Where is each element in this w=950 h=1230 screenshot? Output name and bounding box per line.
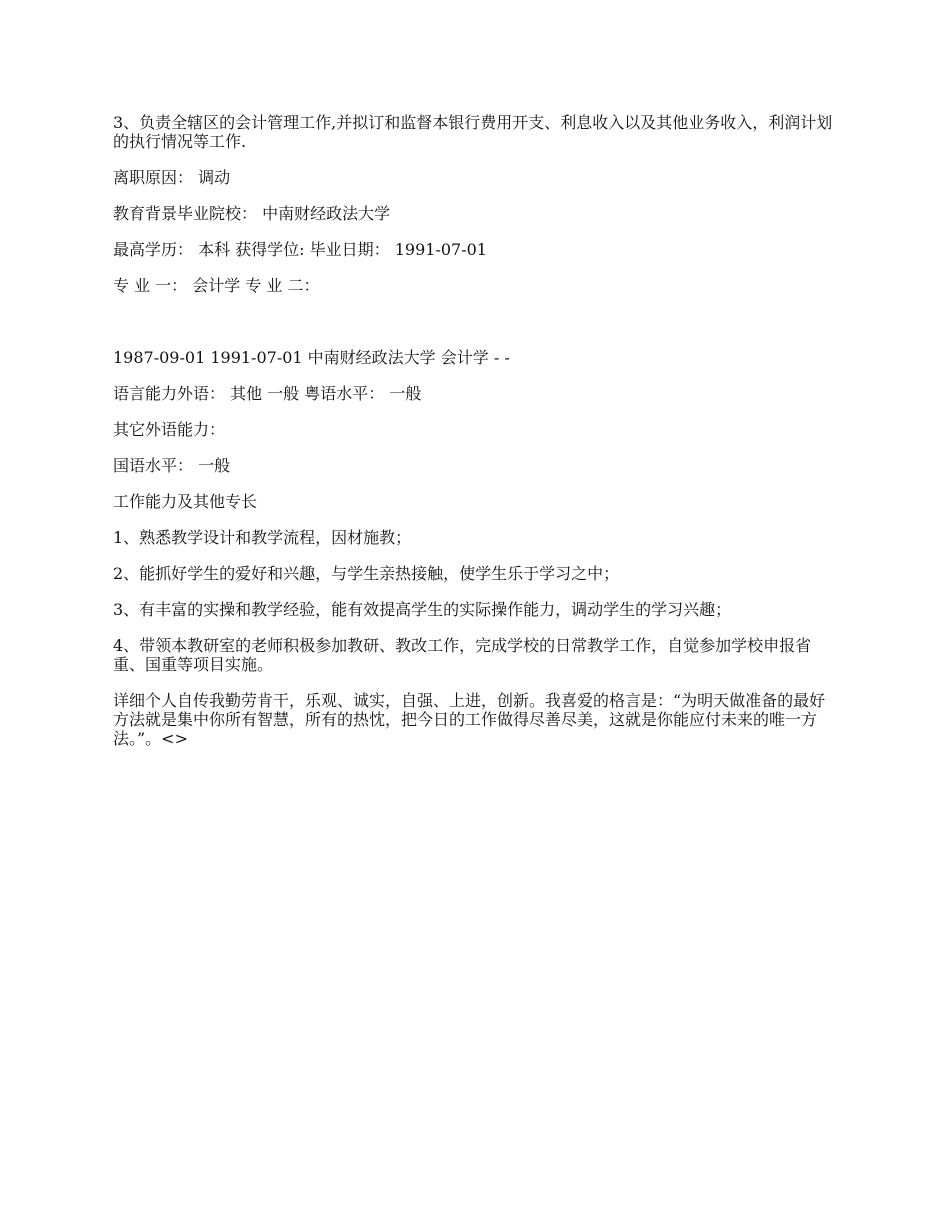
document-body — [113, 113, 841, 765]
education-record: 1987-09-01 1991-07-01 中南财经政法大学 会计学 - - — [113, 348, 510, 367]
section-spacer — [113, 312, 841, 348]
foreign-language: 语言能力外语： 其他 一般 粤语水平： 一般 — [113, 384, 422, 403]
skills-heading: 工作能力及其他专长 — [113, 492, 258, 511]
highest-education: 最高学历： 本科 获得学位: 毕业日期： 1991-07-01 — [113, 240, 487, 259]
skill-item-1: 1、熟悉教学设计和教学流程，因材施教； — [113, 528, 412, 547]
majors: 专 业 一： 会计学 专 业 二： — [113, 276, 320, 295]
skill-item-2: 2、能抓好学生的爱好和兴趣，与学生亲热接触，使学生乐于学习之中； — [113, 564, 620, 583]
self-description: 详细个人自传我勤劳肯干，乐观、诚实，自强、上进，创新。我喜爱的格言是：“为明天做准备的最好方法就是集中你所有智慧，所有的热忱，把今日的工作做得尽善尽美，这就是你能应付未来的唯一方法。”。<> — [113, 691, 826, 748]
duty-item-3: 3、负责全辖区的会计管理工作,并拟订和监督本银行费用开支、利息收入以及其他业务收入，利润计划的执行情况等工作. — [113, 113, 833, 151]
graduate-school: 教育背景毕业院校： 中南财经政法大学 — [113, 204, 391, 223]
other-language: 其它外语能力： — [113, 420, 226, 439]
mandarin-level: 国语水平： 一般 — [113, 456, 231, 475]
resignation-reason: 离职原因： 调动 — [113, 168, 231, 187]
skill-item-3: 3、有丰富的实操和教学经验，能有效提高学生的实际操作能力，调动学生的学习兴趣； — [113, 600, 732, 619]
skill-item-4: 4、带领本教研室的老师积极参加教研、教改工作，完成学校的日常教学工作，自觉参加学校申报省重、国重等项目实施。 — [113, 636, 812, 674]
